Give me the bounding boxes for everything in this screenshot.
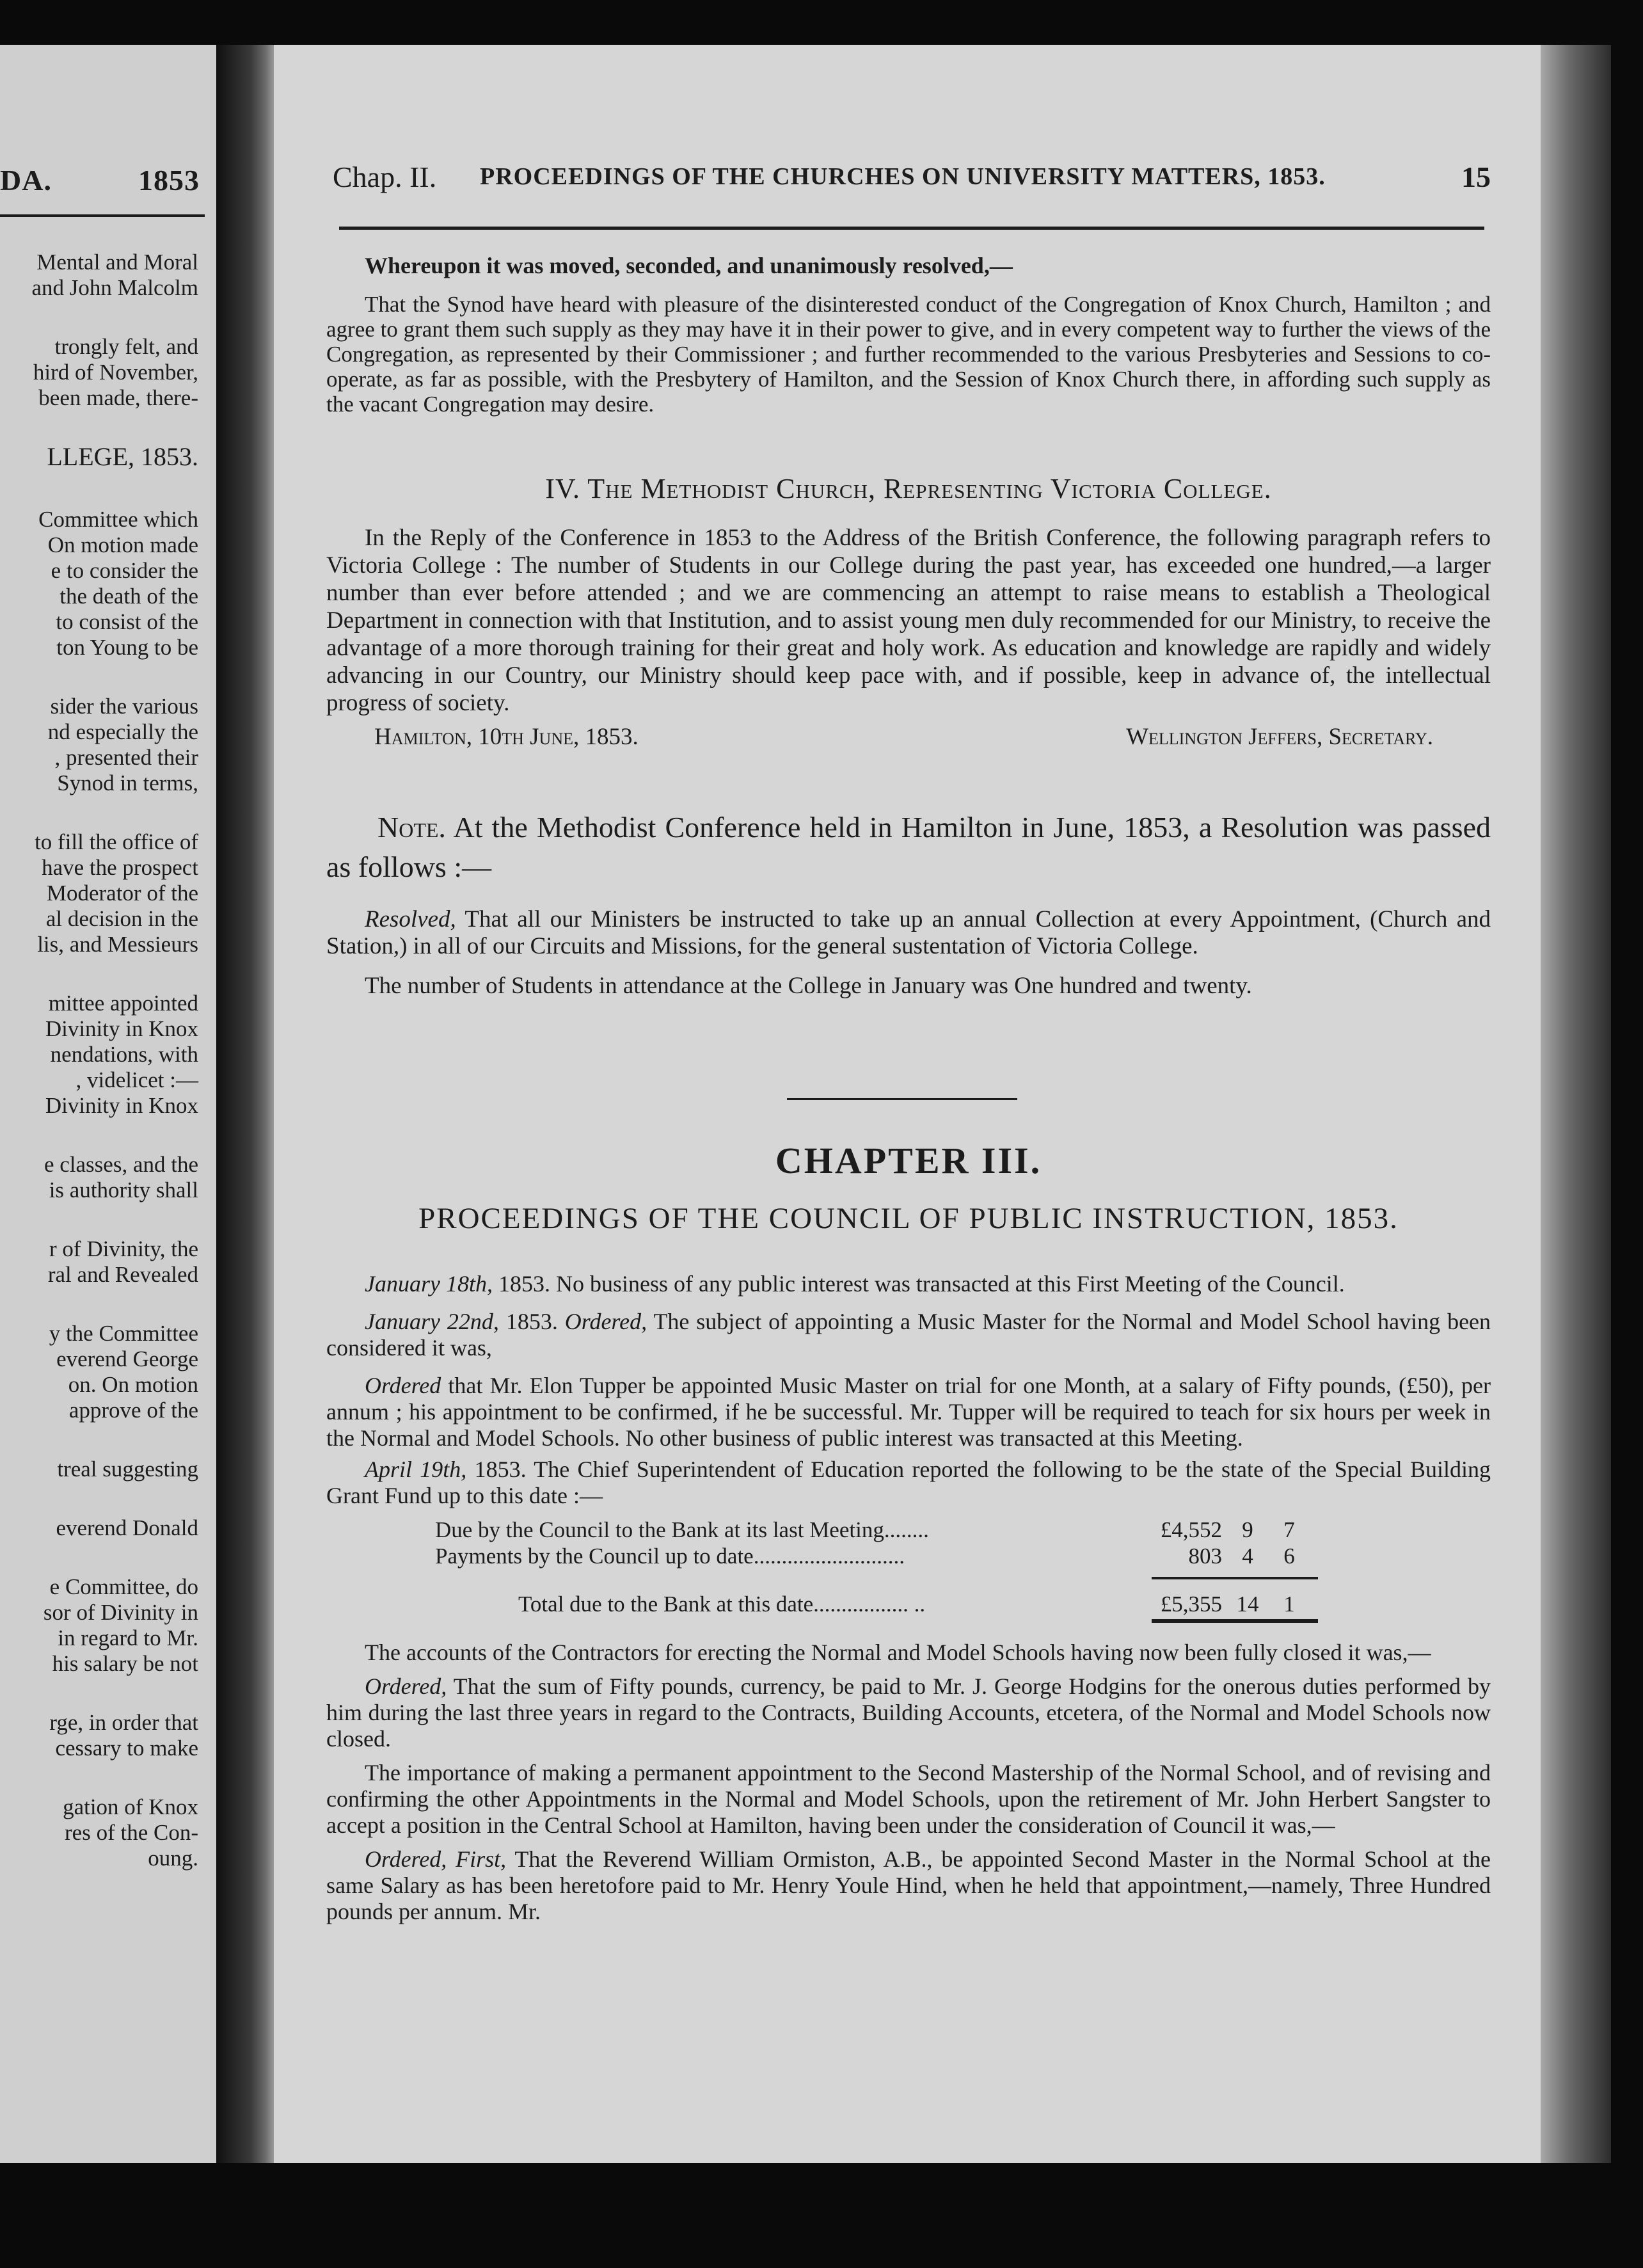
left-page-line: been made, there-	[38, 385, 198, 410]
note-body: At the Methodist Conference held in Hamilton in June, 1853, a Resolution was passed as follows :—	[326, 811, 1491, 883]
left-page-line: treal suggesting	[57, 1457, 198, 1481]
ledger-pounds: £5,355	[1160, 1592, 1222, 1617]
left-page-line	[0, 660, 198, 694]
jan18-year: 1853.	[498, 1271, 550, 1297]
ledger-pence: 6	[1283, 1544, 1295, 1569]
left-page-line	[0, 1482, 198, 1515]
contractors-paragraph: The accounts of the Contractors for erecting the Normal and Model Schools having now been fully closed it was,—	[365, 1640, 1431, 1665]
left-page-line: Synod in terms,	[57, 771, 198, 795]
left-page-line: have the prospect	[42, 855, 198, 880]
resolution-intro: Whereupon it was moved, seconded, and unanimously resolved,—	[365, 253, 1013, 278]
ledger-row	[326, 1543, 1491, 1569]
left-page-line	[0, 1761, 198, 1794]
running-head	[333, 160, 1491, 198]
left-page-line: rge, in order that	[49, 1710, 198, 1735]
left-page-line: is authority shall	[49, 1178, 198, 1202]
note-block	[326, 808, 1491, 1000]
apr19-year: 1853.	[474, 1457, 527, 1482]
left-page-line: to fill the office of	[35, 829, 198, 854]
left-page-line: in regard to Mr.	[58, 1625, 198, 1650]
entry-apr-19	[326, 1457, 1491, 1509]
left-page-line: everend George	[56, 1346, 198, 1371]
place-date: Hamilton, 10th June, 1853.	[374, 724, 639, 750]
section-iv-paragraph: In the Reply of the Conference in 1853 to the Address of the British Conference, the following paragraph refers to Victoria College : The number of Students in our College during the past year, has exceeded one hundred,—a larger number than ever before attended ; and we are commencing an attempt to raise means to establish a Theological Department in connection with that Institution, and to assist young men duly recommended for our Ministry, to receive the advantage of a more thorough training for their great and holy work. As education and knowledge are rapidly and widely advancing in our Country, our Ministry should keep pace with, and if possible, keep in advance of, the intellectual progress of society.	[326, 525, 1491, 716]
left-page-line: his salary be not	[52, 1651, 198, 1676]
left-page-line: to consist of the	[56, 609, 198, 634]
apr19-text: The Chief Superintendent of Education reported the following to be the state of the Special Building Grant Fund up to this date :—	[326, 1457, 1491, 1508]
ledger-shillings: 14	[1236, 1592, 1259, 1617]
left-page-line: Moderator of the	[46, 881, 198, 906]
left-page-line: e to consider the	[51, 558, 198, 583]
left-page-line: nd especially the	[47, 719, 198, 744]
hodgins-paragraph	[326, 1673, 1491, 1752]
left-page-line	[0, 1423, 198, 1457]
tupper-ordered: Ordered	[365, 1373, 441, 1398]
left-page-line: trongly felt, and	[54, 334, 198, 359]
building-grant-ledger	[326, 1517, 1491, 1625]
left-page-line	[0, 957, 198, 991]
secretary-signature: Wellington Jeffers, Secretary.	[1126, 724, 1433, 750]
chapter-subtitle: PROCEEDINGS OF THE COUNCIL OF PUBLIC INSTRUCTION, 1853.	[418, 1202, 1399, 1235]
importance-paragraph: The importance of making a permanent appointment to the Second Mastership of the Normal School, and of revising and confirming the other Appointments in the Normal and Model Schools, upon the retirement of Mr. John Herbert Sangster to accept a position in the Central School at Hamilton, having been under the consideration of Council it was,—	[326, 1760, 1491, 1838]
left-page-line: On motion made	[47, 532, 198, 557]
chapter-label: Chap. II.	[333, 161, 437, 193]
page-number: 15	[1461, 161, 1491, 193]
left-page-line: everend Donald	[56, 1515, 198, 1540]
left-page-line: sider the various	[50, 694, 198, 719]
left-page-line: e Committee, do	[49, 1574, 198, 1599]
left-page-line: mittee appointed	[48, 991, 198, 1016]
ledger-label: Total due to the Bank at this date................. ..	[518, 1592, 926, 1617]
jan22-text: The subject of appointing a Music Master for the Normal and Model School having been considered it was,	[326, 1309, 1491, 1361]
left-page-line: y the Committee	[49, 1321, 198, 1346]
ledger-pounds: 803	[1188, 1544, 1222, 1569]
entry-jan-22	[326, 1309, 1491, 1361]
ledger-pence: 7	[1283, 1517, 1295, 1542]
apr19-date: April 19th,	[365, 1457, 467, 1482]
left-page-line: approve of the	[68, 1398, 198, 1423]
left-page-fragment	[0, 45, 216, 2163]
section-iv-heading: IV. The Methodist Church, Representing Victoria College.	[545, 473, 1272, 504]
book-gutter	[216, 45, 274, 2163]
resolved-label: Resolved,	[365, 906, 456, 932]
ledger-label: Payments by the Council up to date...........................	[435, 1544, 905, 1569]
left-page-line: ton Young to be	[56, 635, 198, 660]
jan18-text: No business of any public interest was transacted at this First Meeting of the Council.	[555, 1271, 1345, 1297]
left-page-line	[0, 1677, 198, 1710]
left-page-line: hird of November,	[33, 360, 198, 385]
hodgins-text: That the sum of Fifty pounds, currency, be paid to Mr. J. George Hodgins for the onerous duties performed by him during the last three years in regard to the Contracts, Building Accounts, etcetera, of the Normal and Model Schools now closed.	[326, 1673, 1491, 1752]
jan22-date: January 22nd,	[365, 1309, 499, 1334]
jan22-year: 1853.	[505, 1309, 558, 1334]
left-page-line	[0, 301, 198, 334]
ledger-sum-rule	[1152, 1577, 1318, 1579]
hodgins-ordered: Ordered,	[365, 1673, 447, 1699]
left-page-line	[0, 411, 198, 444]
left-page-line: Mental and Moral	[36, 250, 198, 275]
left-page-line: nendations, with	[50, 1042, 198, 1067]
left-page-line: on. On motion	[68, 1372, 198, 1397]
left-header-text: DA.	[0, 164, 52, 196]
jan18-date: January 18th,	[365, 1271, 493, 1297]
signature-line	[326, 723, 1491, 755]
chapter-iii	[326, 1139, 1491, 1236]
note-text	[326, 808, 1491, 887]
left-header-rule	[0, 214, 205, 217]
section-iv	[326, 472, 1491, 755]
left-page-line: res of the Con-	[65, 1820, 198, 1845]
resolution-text: That the Synod have heard with pleasure of the disinterested conduct of the Congregation of Knox Church, Hamilton ; and agree to grant them such supply as they may have it in their power to give, and in every competent way to further the views of the Congregation, as represented by their Commissioner ; and further recommended to the various Presbyteries and Sessions to co-operate, as far as possible, with the Presbytery of Hamilton, and the Session of Knox Church there, in affording such supply as the vacant Congregation may desire.	[326, 292, 1491, 417]
left-page-line: , presented their	[54, 745, 198, 770]
ledger-label: Due by the Council to the Bank at its last Meeting........	[435, 1517, 929, 1542]
left-page-line: LLEGE, 1853.	[47, 442, 198, 471]
left-page-line: Divinity in Knox	[45, 1093, 198, 1118]
ledger-shillings: 9	[1242, 1517, 1253, 1542]
header-rule	[339, 227, 1484, 230]
left-page-line: Divinity in Knox	[45, 1016, 198, 1041]
left-page-line: oung.	[148, 1846, 198, 1871]
ledger-pence: 1	[1283, 1592, 1295, 1617]
left-page-line	[0, 474, 198, 507]
ledger-total-row	[326, 1591, 1491, 1617]
left-page-line: lis, and Messieurs	[37, 932, 198, 957]
left-header-year: 1853	[138, 164, 200, 196]
running-title: PROCEEDINGS OF THE CHURCHES ON UNIVERSITY MATTERS, 1853.	[480, 163, 1326, 190]
left-page-line	[0, 1119, 198, 1152]
left-page-lines	[0, 250, 198, 1871]
ledger-row	[326, 1517, 1491, 1543]
ledger-total-rule	[1152, 1619, 1318, 1623]
note-label: Note.	[377, 811, 446, 843]
jan22-ordered: Ordered,	[564, 1309, 647, 1334]
left-page-line: the death of the	[60, 584, 198, 609]
left-page-line	[0, 796, 198, 829]
left-page-line: cessary to make	[55, 1736, 198, 1761]
entry-tupper	[326, 1373, 1491, 1451]
left-page-line	[0, 1288, 198, 1321]
ledger-shillings: 4	[1242, 1544, 1253, 1569]
students-paragraph: The number of Students in attendance at the College in January was One hundred and twenty.	[365, 973, 1252, 999]
page-edge-shadow	[1541, 45, 1611, 2163]
left-page-line	[0, 1541, 198, 1574]
council-entries	[326, 1271, 1491, 1925]
section-divider	[787, 1098, 1017, 1100]
left-page-line: gation of Knox	[63, 1794, 198, 1819]
resolution-block	[326, 253, 1491, 417]
left-page-line	[0, 1203, 198, 1236]
first-ordered: Ordered, First,	[365, 1846, 507, 1872]
first-text: That the Reverend William Ormiston, A.B., be appointed Second Master in the Normal School at the same Salary as has been heretofore paid to Mr. Henry Youle Hind, when he held that appointment,—namely, Three Hundred pounds per annum. Mr.	[326, 1846, 1491, 1924]
left-page-line: and John Malcolm	[31, 275, 198, 300]
ledger-pounds: £4,552	[1160, 1517, 1222, 1542]
left-page-line: sor of Divinity in	[43, 1600, 198, 1625]
left-page-line: r of Divinity, the	[49, 1236, 198, 1261]
left-page-line: , videlicet :—	[75, 1067, 198, 1092]
resolved-text: That all our Ministers be instructed to take up an annual Collection at every Appointment, (Church and Station,) in all of our Circuits and Missions, for the general sustentation of Victoria College.	[326, 906, 1491, 959]
left-page-line: e classes, and the	[44, 1152, 198, 1177]
left-page-line: ral and Revealed	[47, 1262, 198, 1287]
resolved-paragraph	[326, 906, 1491, 960]
ormiston-paragraph	[326, 1846, 1491, 1925]
tupper-text: that Mr. Elon Tupper be appointed Music Master on trial for one Month, at a salary of Fifty pounds, (£50), per annum ; his appointment to be confirmed, if he be successful. Mr. Tupper will be required to teach for six hours per week in the Normal and Model Schools. No other business of public interest was transacted at this Meeting.	[326, 1373, 1491, 1451]
left-page-line: al decision in the	[45, 906, 198, 931]
entry-jan-18	[326, 1271, 1491, 1297]
left-page-line: Committee which	[38, 507, 198, 532]
chapter-heading: CHAPTER III.	[775, 1140, 1042, 1181]
